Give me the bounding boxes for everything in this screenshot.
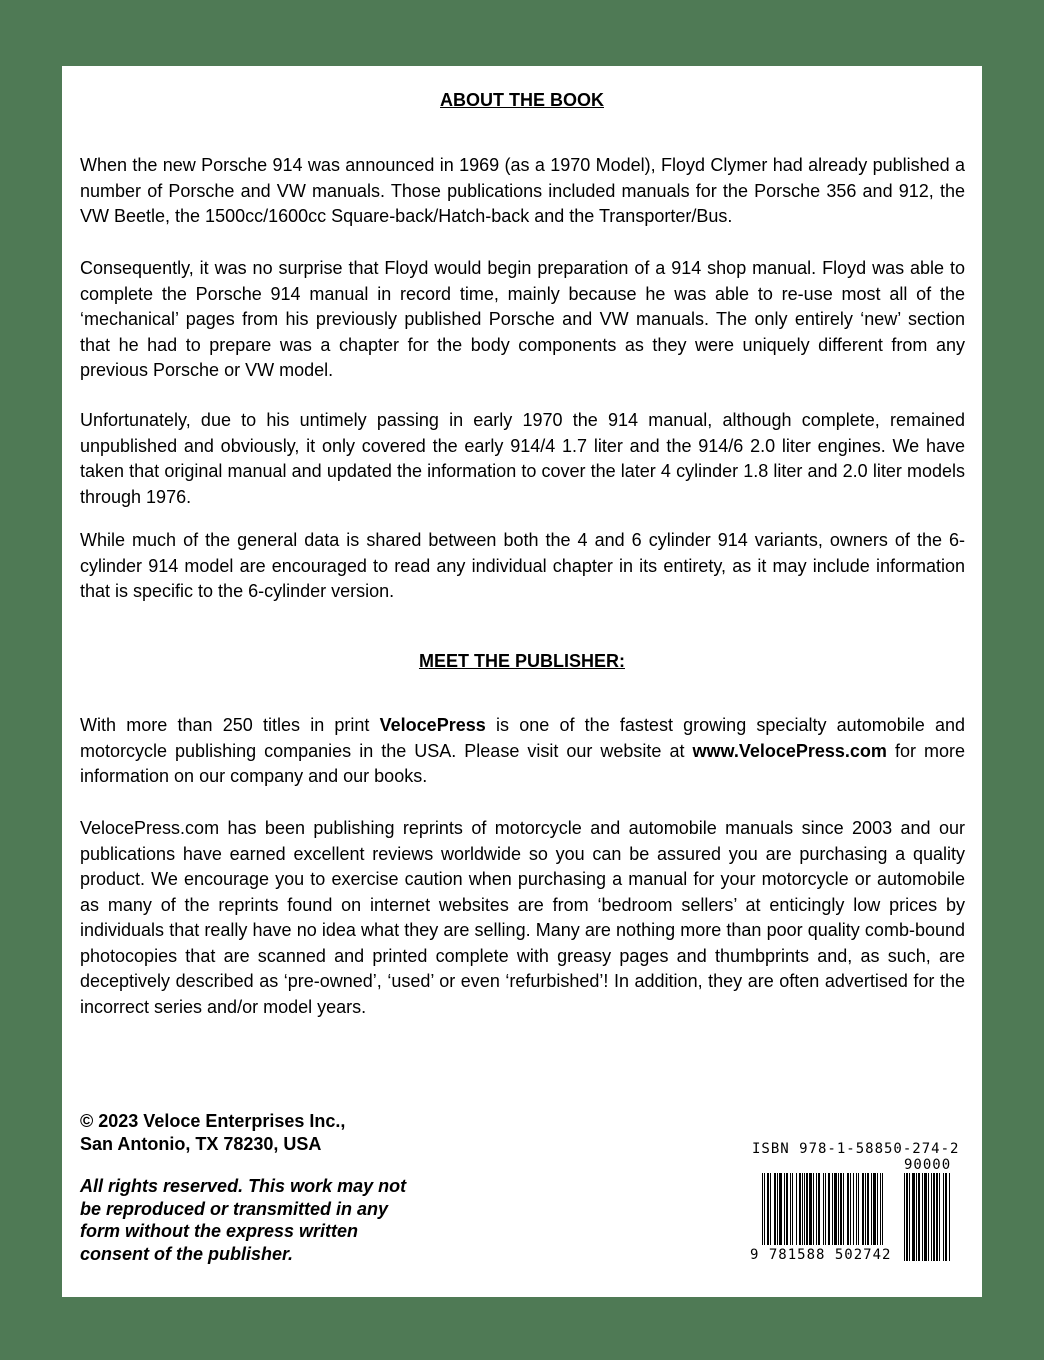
about-heading: ABOUT THE BOOK <box>440 90 604 110</box>
about-paragraph-2: Consequently, it was no surprise that Floyd would begin preparation of a 914 shop manual. Floyd was able to complete the Porsche 914 manual in record time, mainly because he was able to re-use most all of the ‘mechanical’ pages from his previously published Porsche and VW manuals. The only entirely ‘new’ section that he had to prepare was a chapter for the body components as they were uniquely different from any previous Porsche or VW model. <box>80 258 965 380</box>
rights-line-1: All rights reserved. This work may not <box>80 1176 407 1196</box>
ean-digits: 9 781588 502742 <box>750 1247 892 1263</box>
copyright-line: © 2023 Veloce Enterprises Inc., <box>80 1111 346 1131</box>
publisher-intro-text: With more than 250 titles in print <box>80 715 380 735</box>
address-line: San Antonio, TX 78230, USA <box>80 1133 322 1154</box>
copyright-block <box>80 1110 345 1155</box>
publisher-middle-text: is one of the fastest growing specialty automobile and motorcycle publishing companies in the USA. Please visit our website at <box>80 715 965 761</box>
publisher-closing-text: for more information on our company and our books. <box>80 740 965 786</box>
publisher-name: VelocePress <box>379 715 486 735</box>
rights-notice <box>80 1175 460 1265</box>
publisher-website: www.VelocePress.com <box>692 740 887 761</box>
price-code: 90000 <box>904 1157 952 1173</box>
publisher-paragraph-1 <box>80 713 965 790</box>
barcode-addon-icon <box>904 1173 966 1261</box>
publisher-heading: MEET THE PUBLISHER: <box>418 651 625 671</box>
about-paragraph-3: Unfortunately, due to his untimely passing in early 1970 the 914 manual, although complete, remained unpublished and obviously, it only covered the early 914/4 1.7 liter and the 914/6 2.0 liter engines. We have taken that original manual and updated the information to cover the later 4 cylinder 1.8 liter and 2.0 liter models through 1976. <box>80 410 965 507</box>
isbn-label: ISBN 978-1-58850-274-2 <box>752 1141 960 1157</box>
about-paragraph-1: When the new Porsche 914 was announced in 1969 (as a 1970 Model), Floyd Clymer had already published a number of Porsche and VW manuals. Those publications included manuals for the Porsche 356 and 912, the VW Beetle, the 1500cc/1600cc Square-back/Hatch-back and the Transporter/Bus. <box>80 155 965 226</box>
barcode-main-icon <box>762 1173 898 1245</box>
publisher-paragraph-2: VelocePress.com has been publishing reprints of motorcycle and automobile manuals since 2003 and our publications have earned excellent reviews worldwide so you can be assured you are purchasing a quality product. We encourage you to exercise caution when purchasing a manual for your motorcycle or automobile as many of the reprints found on internet websites are from ‘bedroom sellers’ at enticingly low prices by individuals that really have no idea what they are selling. Many are nothing more than poor quality comb-bound photocopies that are scanned and printed complete with greasy pages and thumbprints and, as such, are deceptively described as ‘pre-owned’, ‘used’ or even ‘refurbished’! In addition, they are often advertised for the incorrect series and/or model years. <box>80 818 965 1017</box>
back-cover-panel <box>62 66 982 1297</box>
rights-line-2: be reproduced or transmitted in any <box>80 1198 389 1219</box>
rights-line-3: form without the express written <box>80 1221 359 1241</box>
rights-line-4: consent of the publisher. <box>80 1243 294 1264</box>
about-paragraph-4: While much of the general data is shared between both the 4 and 6 cylinder 914 variants, owners of the 6-cylinder 914 model are encouraged to read any individual chapter in its entirety, as it may include information that is specific to the 6-cylinder version. <box>80 530 965 601</box>
